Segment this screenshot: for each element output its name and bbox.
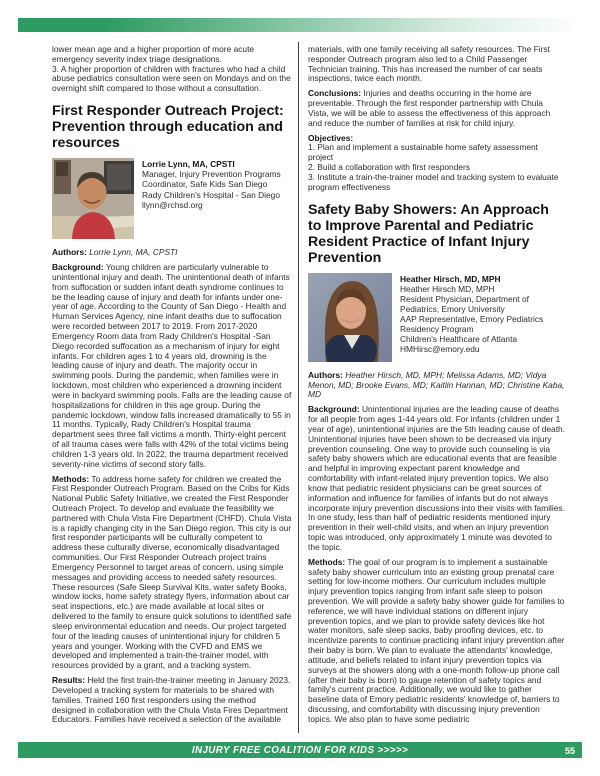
presenter-profile-lorrie	[52, 158, 292, 239]
background-label: Background:	[52, 262, 104, 273]
conclusions-label: Conclusions:	[308, 88, 362, 99]
methods-section	[308, 558, 565, 725]
presenter-credentials-heather	[400, 273, 565, 355]
methods-label: Methods:	[308, 556, 346, 567]
presenter-title-line: Manager, Injury Prevention Programs	[142, 169, 281, 180]
presenter-credentials-lorrie	[142, 158, 281, 209]
heather-hirsch-photo	[308, 273, 392, 362]
background-text: Young children are particularly vulnerable to unintentional injury and death. The unintentional death of infants from suffocation or sudden infant death syndrome continues to be the leading cause of injury and death for infants under one-year of age. According to the County of San Diego - Health and Human Services Agency, nine infant deaths due to suffocation were recorded between 2017 to 2019. From 2017-2020 Emergency Room data from Rady Children's Hospital -San Diego recorded suffocation as a mechanism of injury for eight infants. For children ages 1 to 4 years old, drowning is the leading cause of injury and death. The majority occur in swimming pools. During the pandemic, when families were in lockdown, most children who experienced a drowning incident were in backyard swimming pools. Falls are the leading cause of hospitalizations for children in this age group. During the pandemic lockdown, window falls increased dramatically to 55 in 11 months. Typically, Rady Children's Hospital trauma department sees three fall victims a month. Thirty-eight percent of all trauma cases were falls with 42% of the total victims being children 1-3 years old. In 2022, the trauma department received seventy-nine victims of second story falls.	[52, 262, 292, 469]
presenter-email: HMHirsc@emory.edu	[400, 344, 480, 355]
authors-label: Authors:	[52, 247, 87, 258]
conclusions-text: Injuries and deaths occurring in the home are preventable. Through the first responder partnership with Chula Vista, we will be able to assess the effectiveness of this approach and reduce the number of families at risk for child injury.	[308, 88, 551, 128]
authors-names: Heather Hirsch, MD, MPH; Melissa Adams, MD; Vidya Menon, MD; Brooke Evans, MD; Kaitlin Hannan, MD; Christine Kaba, MD	[308, 369, 565, 400]
presenter-org-line: Children's Healthcare of Atlanta	[400, 334, 518, 345]
authors-line	[52, 248, 292, 258]
methods-text: To address home safety for children we created the First Responder Outreach Program. Based on the Cribs for Kids National Public Safety Initiative, we created the First Responder Outreach Project. To develop and evaluate the feasibility we partnered with Chula Vista Fire Department (CHFD). Chula Vista is a rapidly changing city in the San Diego region. This city is our first responder participants will be culturally competent to address these culturally diverse, economically disadvantaged communities. Our First Responder Outreach project trains Emergency Personnel to target areas of concern, using simple messages and providing access to needed safety resources. These resources (Safe Sleep Survival Kits, water safety Books, window locks, home safety strategy flyers, information about car seat inspections, etc.) are made available at local sites or delivered to the family to ensure quick solutions to identified safe sleep environmental education and needs. Our project targeted four of the leading causes of unintentional injury for children 5 years and younger. Working with the CVFD and EMS we developed and implemented a train-the-trainer model, with resources provided by a grant, and a tracking system.	[52, 473, 292, 671]
objective-item-3: 3. Institute a train-the-trainer model and tracking system to evaluate program effectiveness	[308, 171, 559, 192]
presenter-profile-heather	[308, 273, 565, 362]
page-number: 55	[564, 745, 575, 756]
top-gradient-bar	[18, 18, 582, 32]
conclusions-section	[308, 89, 565, 128]
footer-title: INJURY FREE COALITION FOR KIDS >>>>>	[191, 744, 409, 756]
methods-label: Methods:	[52, 473, 90, 484]
footer-banner	[18, 742, 582, 758]
background-text: Unintentional injuries are the leading cause of deaths for all people from ages 1-44 years old. For infants (children under 1 year of age), unintentional injuries are the 5th leading cause of death. Unintentional injuries have been shown to be decreased via injury prevention counseling. One way to provide such counseling is via safety baby showers which are educational events that are feasible and helpful in improving expectant parent knowledge and comfortability with infant-related injury prevention topics. We also know that pediatric resident physicians can be great sources of information and influence for families of infants but do not always incorporate injury prevention discussions into their visits with families. In one study, less than half of pediatric residents mentioned injury prevention in their well-child visits, and when an injury prevention topic was introduced, only approximately 1 minute was devoted to the topic.	[308, 404, 565, 552]
column-divider	[298, 42, 299, 733]
authors-names: Lorrie Lynn, MA, CPSTI	[89, 247, 178, 258]
right-column	[308, 45, 565, 737]
continuation-line: lower mean age and a higher proportion of more acute emergency severity index triage designations.	[52, 45, 255, 64]
results-label: Results:	[52, 675, 86, 686]
results-continuation-paragraph: materials, with one family receiving all safety resources. The First responder Outreach program also led to a Child Passenger Technician training. This has increased the number of car seats inspections, twice each month.	[308, 45, 550, 84]
results-section	[52, 676, 292, 725]
results-text: Held the first train-the-trainer meeting in January 2023. Developed a tracking system for materials to be shared with families. Trained 160 first responders using the method designed in collaboration with the Chula Vista Fires Department Educators. Families have received a selection of the available	[52, 675, 291, 725]
background-section	[52, 263, 292, 469]
continuation-paragraph	[52, 45, 292, 94]
numbered-finding-3: 3. A higher proportion of children with fractures who had a child abuse pediatrics consultation were seen on Mondays and on the overnight shift compared to those without a consultation.	[52, 63, 291, 94]
presenter-name-line: Heather Hirsch MD, MPH	[400, 283, 495, 294]
presenter-name: Heather Hirsch, MD, MPH	[400, 273, 501, 284]
objectives-section	[308, 134, 565, 193]
background-section	[308, 405, 565, 552]
presenter-title-line: Resident Physician, Department of Pediatrics, Emory University	[400, 293, 529, 315]
background-label: Background:	[308, 404, 360, 415]
presenter-org-line: Rady Children's Hospital - San Diego	[142, 189, 280, 200]
methods-text: The goal of our program is to implement a sustainable safety baby shower curriculum into an existing group prenatal care setting for low-income mothers. Our curriculum includes multiple injury prevention topics ranging from infant safe sleep to poison prevention. We will provide a safety baby shower guide for families to reference, we will have individual stations on different injury prevention topics, and we plan to provide safety devices like hot water monitors, safe sleep sacks, baby proofing devices, etc. to incentivize parents to continue practicing infant injury prevention after their baby is born. We plan to evaluate the attendants' knowledge, attitude, and beliefs related to infant injury prevention topics via surveys at the showers along with a one-month follow-up phone call (after their baby is born) to gauge retention of safety topics and family's current practice. Additionally, we would like to gather baseline data of Emory pediatric residents' knowledge of, barriers to discussing, and comfortability with discussing injury prevention topics. We also plan to have some pediatric	[308, 556, 565, 724]
left-column	[52, 45, 292, 737]
abstract-title-first-responder: First Responder Outreach Project: Prevention through education and resources	[52, 103, 284, 152]
presenter-title-line: AAP Representative, Emory Pediatrics Residency Program	[400, 314, 544, 335]
authors-line	[308, 371, 565, 400]
objective-item-1: 1. Plan and implement a sustainable home safety assessment project	[308, 142, 538, 163]
presenter-email: llynn@rchsd.org	[142, 199, 203, 210]
objective-item-2: 2. Build a collaboration with first responders	[308, 162, 470, 173]
abstract-title-safety-baby-showers: Safety Baby Showers: An Approach to Improve Parental and Pediatric Resident Practice of Infant Injury Prevention	[308, 201, 549, 266]
presenter-name: Lorrie Lynn, MA, CPSTI	[142, 159, 235, 170]
methods-section	[52, 475, 292, 672]
authors-label: Authors:	[308, 369, 343, 380]
lorrie-lynn-photo	[52, 158, 134, 239]
objectives-label: Objectives:	[308, 132, 354, 143]
presenter-title-line: Coordinator, Safe Kids San Diego	[142, 179, 268, 190]
